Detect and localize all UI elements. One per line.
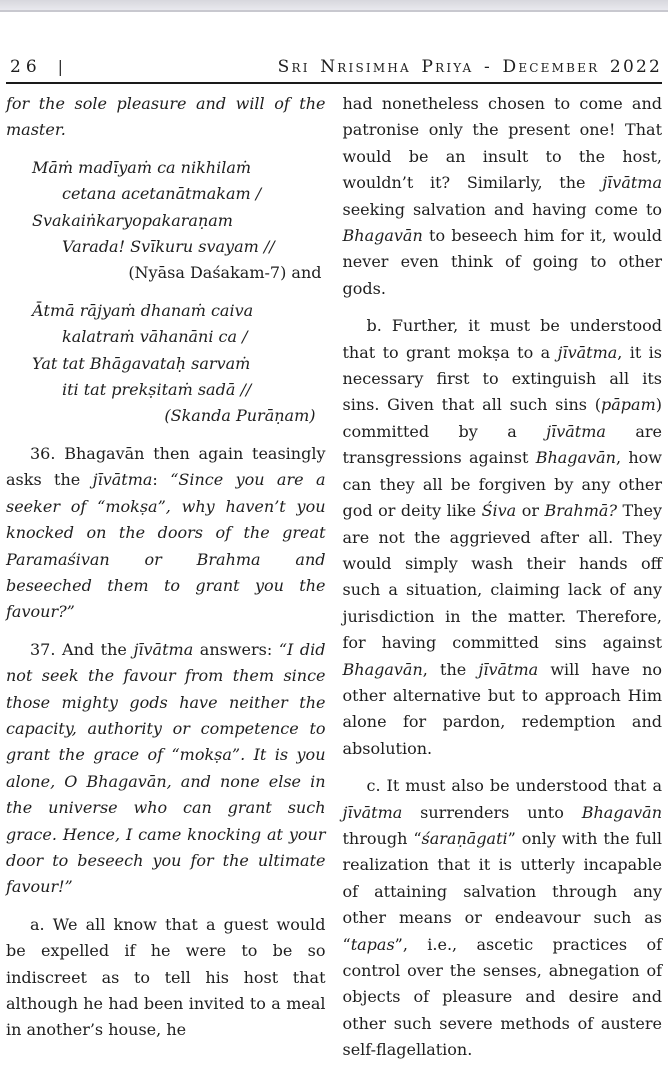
header-separator: | [57, 57, 64, 76]
journal-title: Sri Nrisimha Priya - December 2022 [277, 57, 662, 77]
verse-nyasa-dasakam [6, 155, 326, 287]
paragraph-37: 37. And the jīvātma answers: “I did not seek the favour from them since those mighty gods have neither the capacity, authority or competence to grant the grace of “mokṣa”. It is you alone, O Bhagavān, and none else in the universe who can grant such grace. Hence, I came knocking at your door to beseech you for the ultimate favour!” [6, 639, 326, 897]
paragraph-c: c. It must also be understood that a jīvātma surrenders unto Bhagavān through “śaraṇāgati” only with the full realization that it is utterly incapable of attaining salvation through any other means or endeavour such as “tapas”, i.e., ascetic practices of control over the senses, abnegation of objects of pleasure and desire and other such severe methods of austere self-flagellation. [342, 776, 663, 1060]
verse-line: Māṁ madīyaṁ ca nikhilaṁ [32, 157, 252, 177]
paragraph-continuation: for the sole pleasure and will of the master. [6, 94, 326, 140]
verse-line: Varada! Svīkuru svayam // [62, 237, 275, 257]
left-column [6, 91, 326, 1075]
verse-attribution: (Skanda Purāṇam) [164, 406, 316, 426]
paragraph-b: b. Further, it must be understood that to grant mokṣa to a jīvātma, it is necessary first to extinguish all its sins. Given that all such sins (pāpam) committed by a jīvātma are transgressions against Bhagavān, how can they all be forgiven by any other god or deity like Śiva or Brahmā? They are not the aggrieved after all. They would simply wash their hands off such a situation, claiming lack of any jurisdiction in the matter. Therefore, for having committed sins against Bhagavān, the jīvātma will have no other alternative but to approach Him alone for pardon, redemption and absolution. [342, 316, 663, 758]
paragraph-a-continuation: had nonetheless chosen to come and patronise only the present one! That would be an insult to the host, wouldn’t it? Similarly, the jīvātma seeking salvation and having come to Bhagavān to beseech him for it, would never even think of going to other gods. [342, 94, 662, 298]
verse-line: cetana acetanātmakam / [62, 184, 262, 204]
verse-line: iti tat prekṣitaṁ sadā // [62, 380, 252, 400]
verse-line: Svakaiṅkaryopakaraṇam [32, 210, 233, 230]
window-top-edge [0, 0, 668, 12]
paragraph-36: 36. Bhagavān then again teasingly asks the jīvātma: “Since you are a seeker of “mokṣa”, why haven’t you knocked on the doors of the great Paramaśivan or Brahma and beseeched them to grant you the favour?” [6, 443, 326, 622]
two-column-body [6, 91, 662, 1075]
verse-line: Ātmā rājyaṁ dhanaṁ caiva [32, 300, 254, 320]
verse-line: Yat tat Bhāgavataḥ sarvaṁ [32, 353, 251, 373]
verse-skanda-puranam [6, 298, 326, 430]
verse-line: kalatraṁ vāhanāni ca / [62, 327, 248, 347]
document-page [0, 56, 668, 1075]
page-header [6, 56, 662, 84]
right-column [343, 91, 663, 1075]
paragraph-a: a. We all know that a guest would be expelled if he were to be so indiscreet as to tell his host that although he had been invited to a meal in another’s house, he [6, 914, 326, 1040]
verse-attribution: (Nyāsa Daśakam-7) and [128, 263, 322, 283]
page-number: 26 [10, 57, 42, 77]
